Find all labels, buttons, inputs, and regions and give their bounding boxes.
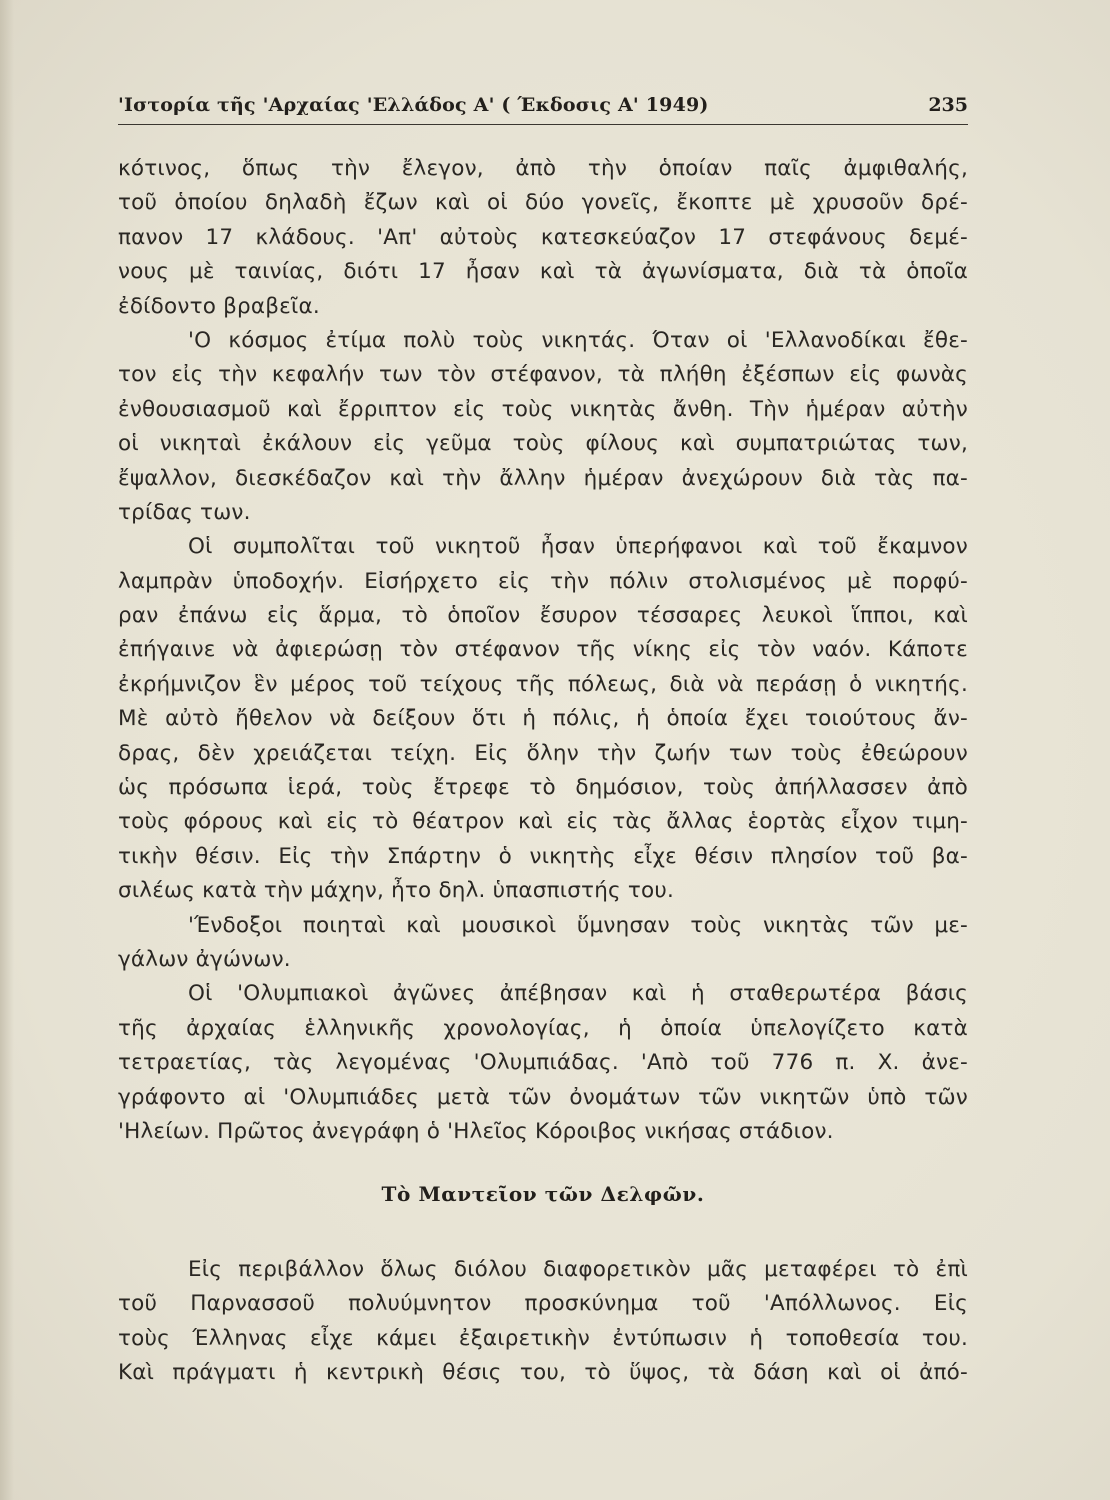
binding-shadow: [0, 0, 14, 1500]
text-line: Μὲ αὐτὸ ἤθελον νὰ δείξουν ὅτι ἡ πόλις, ἡ ὁποία ἔχει τοιούτους ἄν-: [118, 706, 968, 732]
running-header: [118, 92, 968, 125]
text-line: ἐδίδοντο βραβεῖα.: [118, 293, 320, 319]
text-line: γάλων ἀγώνων.: [118, 946, 291, 972]
text-line: ἐπήγαινε νὰ ἀφιερώσῃ τὸν στέφανον τῆς νίκης εἰς τὸν ναόν. Κάποτε: [118, 637, 968, 663]
text-line: δρας, δὲν χρειάζεται τείχη. Εἰς ὅλην τὴν ζωήν των τοὺς ἐθεώρουν: [118, 740, 968, 766]
text-line: τετραετίας, τὰς λεγομένας 'Ολυμπιάδας. 'Απὸ τοῦ 776 π. Χ. ἀνε-: [118, 1050, 968, 1076]
text-line: λαμπρὰν ὑποδοχήν. Εἰσήρχετο εἰς τὴν πόλιν στολισμένος μὲ πορφύ-: [118, 568, 968, 594]
text-line: τοῦ ὁποίου δηλαδὴ ἔζων καὶ οἱ δύο γονεῖς, ἔκοπτε μὲ χρυσοῦν δρέ-: [118, 190, 968, 216]
text-line: Οἱ συμπολῖται τοῦ νικητοῦ ἦσαν ὑπερήφανοι καὶ τοῦ ἔκαμνον: [188, 534, 968, 560]
paragraph: [118, 152, 968, 324]
text-line: κότινος, ὅπως τὴν ἔλεγον, ἀπὸ τὴν ὁποίαν παῖς ἀμφιθαλής,: [118, 156, 968, 181]
running-title: 'Ιστορία τῆς 'Αρχαίας 'Ελλάδος Α' ( Έκδοσις Α' 1949): [118, 94, 709, 116]
text-line: 'Ο κόσμος ἐτίμα πολὺ τοὺς νικητάς. Όταν οἱ 'Ελλανοδίκαι ἔθε-: [188, 327, 968, 353]
text-line: ὡς πρόσωπα ἱερά, τοὺς ἔτρεφε τὸ δημόσιον, τοὺς ἀπήλλασσεν ἀπὸ: [118, 775, 968, 801]
text-line: ραν ἐπάνω εἰς ἅρμα, τὸ ὁποῖον ἔσυρον τέσσαρες λευκοὶ ἵπποι, καὶ: [118, 603, 968, 629]
text-line: τοῦ Παρνασσοῦ πολυύμνητον προσκύνημα τοῦ 'Απόλλωνος. Εἰς: [118, 1291, 968, 1317]
paragraph: [118, 909, 968, 978]
text-line: πανον 17 κλάδους. 'Απ' αὐτοὺς κατεσκεύαζον 17 στεφάνους δεμέ-: [118, 224, 968, 250]
paragraph: [118, 324, 968, 530]
text-line: ἐνθουσιασμοῦ καὶ ἔρριπτον εἰς τοὺς νικητὰς ἄνθη. Τὴν ἡμέραν αὐτὴν: [118, 396, 968, 422]
text-line: τοὺς Έλληνας εἶχε κάμει ἐξαιρετικὴν ἐντύπωσιν ἡ τοποθεσία του.: [118, 1325, 968, 1351]
text-line: Οἱ 'Ολυμπιακοὶ ἀγῶνες ἀπέβησαν καὶ ἡ σταθερωτέρα βάσις: [188, 981, 968, 1007]
text-line: Καὶ πράγματι ἡ κεντρικὴ θέσις του, τὸ ὕψος, τὰ δάση καὶ οἱ ἀπό-: [118, 1360, 968, 1386]
body-text-lower: [118, 1253, 968, 1391]
page-number: 235: [928, 94, 968, 116]
section-heading: Τὸ Μαντεῖον τῶν Δελφῶν.: [381, 1182, 705, 1206]
paragraph: [118, 530, 968, 908]
text-line: ἔψαλλον, διεσκέδαζον καὶ τὴν ἄλλην ἡμέραν ἀνεχώρουν διὰ τὰς πα-: [118, 465, 968, 491]
text-line: τον εἰς τὴν κεφαλήν των τὸν στέφανον, τὰ πλήθη ἐξέσπων εἰς φωνὰς: [118, 362, 968, 388]
body-text-upper: [118, 152, 968, 1149]
text-line: 'Ένδοξοι ποιηταὶ καὶ μουσικοὶ ὕμνησαν τοὺς νικητὰς τῶν με-: [188, 912, 968, 938]
text-line: 'Ηλείων. Πρῶτος ἀνεγράφη ὁ 'Ηλεῖος Κόροιβος νικήσας στάδιον.: [118, 1118, 834, 1144]
text-line: σιλέως κατὰ τὴν μάχην, ἦτο δηλ. ὑπασπιστής του.: [118, 878, 675, 904]
paragraph: [118, 1253, 968, 1391]
paragraph: [118, 977, 968, 1149]
text-line: ἐκρήμνιζον ἓν μέρος τοῦ τείχους τῆς πόλεως, διὰ νὰ περάσῃ ὁ νικητής.: [118, 671, 968, 697]
text-line: τρίδας των.: [118, 499, 251, 525]
text-line: γράφοντο αἱ 'Ολυμπιάδες μετὰ τῶν ὀνομάτων τῶν νικητῶν ὑπὸ τῶν: [118, 1084, 968, 1110]
text-line: τῆς ἀρχαίας ἑλληνικῆς χρονολογίας, ἡ ὁποία ὑπελογίζετο κατὰ: [118, 1015, 968, 1041]
text-line: νους μὲ ταινίας, διότι 17 ἦσαν καὶ τὰ ἀγωνίσματα, διὰ τὰ ὁποῖα: [118, 259, 968, 285]
text-line: Εἰς περιβάλλον ὅλως διόλου διαφορετικὸν μᾶς μεταφέρει τὸ ἐπὶ: [188, 1257, 968, 1282]
text-line: οἱ νικηταὶ ἐκάλουν εἰς γεῦμα τοὺς φίλους καὶ συμπατριώτας των,: [118, 431, 968, 457]
text-line: τικὴν θέσιν. Εἰς τὴν Σπάρτην ὁ νικητὴς εἶχε θέσιν πλησίον τοῦ βα-: [118, 843, 968, 869]
text-line: τοὺς φόρους καὶ εἰς τὸ θέατρον καὶ εἰς τὰς ἄλλας ἑορτὰς εἶχον τιμη-: [118, 809, 968, 835]
